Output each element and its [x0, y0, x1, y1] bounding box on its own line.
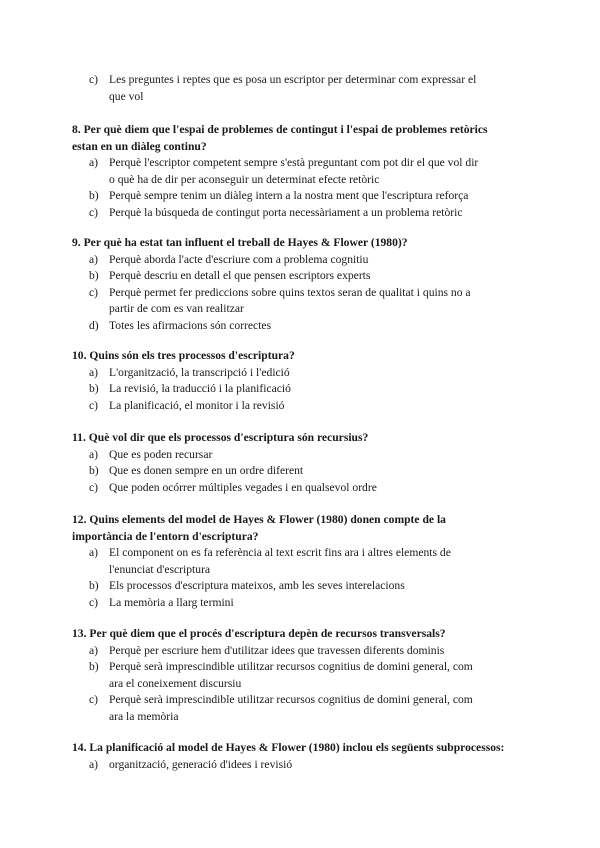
option-b — [72, 578, 532, 595]
option-letter: b) — [89, 660, 99, 673]
option-a — [72, 757, 532, 774]
question-block-13 — [72, 626, 532, 725]
option-a — [72, 365, 532, 382]
question-heading — [72, 626, 532, 643]
option-line: Que es donen sempre en un ordre diferent — [109, 464, 304, 477]
question-heading — [72, 348, 532, 365]
option-line: que vol — [109, 89, 144, 103]
question-line: 12. Quins elements del model de Hayes & Flower (1980) donen compte de la — [72, 513, 446, 526]
option-line: l'enunciat d'escriptura — [109, 562, 211, 576]
question-line: estan en un diàleg continu? — [72, 139, 207, 153]
option-letter: a) — [89, 365, 99, 379]
option-line: Perquè per escriure hem d'utilitzar idees que travessen diferents dominis — [109, 643, 445, 657]
option-c — [72, 595, 532, 612]
option-line: La memòria a llarg termini — [109, 595, 234, 609]
question-line: 8. Per què diem que l'espai de problemes de contingut i l'espai de problemes retòrics — [72, 123, 488, 136]
option-line: o què ha de dir per aconseguir un determinat efecte retòric — [109, 172, 380, 186]
option-line: Que poden ocórrer múltiples vegades i en qualsevol ordre — [109, 480, 377, 494]
option-letter: a) — [89, 757, 99, 771]
question-heading — [72, 122, 532, 155]
option-letter: b) — [89, 464, 99, 477]
question-block-11 — [72, 430, 532, 496]
option-a — [72, 155, 532, 188]
option-letter: b) — [89, 579, 99, 592]
option-line: partir de com es van realitzar — [109, 302, 244, 315]
question-block-14 — [72, 740, 532, 773]
option-letter: c) — [89, 480, 99, 494]
option-letter: a) — [89, 643, 99, 657]
option-a — [72, 447, 532, 464]
option-b — [72, 659, 532, 692]
question-block-10 — [72, 348, 532, 414]
option-d — [72, 318, 532, 335]
question-line: 10. Quins són els tres processos d'escriptura? — [72, 349, 295, 362]
option-line: Perquè descriu en detall el que pensen escriptors experts — [109, 269, 371, 282]
option-letter: a) — [89, 546, 99, 559]
question-block-9 — [72, 235, 532, 334]
option-letter: c) — [89, 693, 99, 706]
option-a — [72, 643, 532, 660]
question-block-7-continued — [72, 72, 532, 105]
question-line: importància de l'entorn d'escriptura? — [72, 529, 259, 543]
question-line: 14. La planificació al model de Hayes & Flower (1980) inclou els següents subprocessos: — [72, 741, 505, 754]
option-line: El component on es fa referència al text escrit fins ara i altres elements de — [109, 546, 451, 559]
question-line: 9. Per què ha estat tan influent el treball de Hayes & Flower (1980)? — [72, 236, 408, 249]
option-line: Perquè serà imprescindible utilitzar recursos cognitius de domini general, com — [109, 660, 473, 673]
option-b — [72, 381, 532, 398]
option-letter: c) — [89, 73, 99, 86]
option-c — [72, 72, 532, 105]
option-line: Perquè la búsqueda de contingut porta necessàriament a un problema retòric — [109, 205, 463, 219]
question-heading — [72, 235, 532, 252]
question-heading — [72, 430, 532, 447]
option-line: Perquè permet fer prediccions sobre quins textos seran de qualitat i quins no a — [109, 285, 471, 299]
option-letter: c) — [89, 205, 99, 219]
question-block-12 — [72, 512, 532, 611]
option-letter: d) — [89, 318, 99, 332]
question-heading — [72, 740, 532, 757]
question-line: 13. Per què diem que el procés d'escriptura depèn de recursos transversals? — [72, 627, 446, 640]
option-b — [72, 268, 532, 285]
option-letter: a) — [89, 447, 99, 461]
option-letter: a) — [89, 252, 99, 266]
option-line: ara la memòria — [109, 709, 179, 723]
option-letter: b) — [89, 382, 99, 395]
option-line: Totes les afirmacions són correctes — [109, 318, 272, 332]
option-a — [72, 252, 532, 269]
option-letter: c) — [89, 285, 99, 299]
question-heading — [72, 512, 532, 545]
option-line: Que es poden recursar — [109, 447, 213, 461]
option-line: Els processos d'escriptura mateixos, amb les seves interelacions — [109, 579, 405, 592]
option-letter: c) — [89, 398, 99, 412]
option-line: Perquè l'escriptor competent sempre s'està preguntant com pot dir el que vol dir — [109, 156, 479, 169]
option-line: La planificació, el monitor i la revisió — [109, 398, 285, 412]
option-letter: b) — [89, 189, 99, 202]
option-line: ara el coneixement discursiu — [109, 676, 242, 690]
option-line: Perquè aborda l'acte d'escriure com a problema cognitiu — [109, 252, 369, 266]
option-c — [72, 285, 532, 318]
option-c — [72, 205, 532, 222]
question-line: 11. Què vol dir que els processos d'escriptura són recursius? — [72, 431, 369, 444]
option-line: La revisió, la traducció i la planificació — [109, 382, 291, 395]
option-c — [72, 480, 532, 497]
option-letter: c) — [89, 595, 99, 609]
option-line: Perquè sempre tenim un diàleg intern a la nostra ment que l'escriptura reforça — [109, 189, 469, 202]
option-line: organització, generació d'idees i revisió — [109, 757, 293, 771]
question-block-8 — [72, 122, 532, 221]
option-c — [72, 398, 532, 415]
option-a — [72, 545, 532, 578]
option-letter: a) — [89, 156, 99, 169]
option-line: Perquè serà imprescindible utilitzar recursos cognitius de domini general, com — [109, 693, 473, 706]
option-letter: b) — [89, 269, 99, 282]
option-b — [72, 188, 532, 205]
option-c — [72, 692, 532, 725]
option-line: L'organització, la transcripció i l'edició — [109, 365, 290, 379]
option-b — [72, 463, 532, 480]
option-line: Les preguntes i reptes que es posa un escriptor per determinar com expressar el — [109, 73, 477, 86]
